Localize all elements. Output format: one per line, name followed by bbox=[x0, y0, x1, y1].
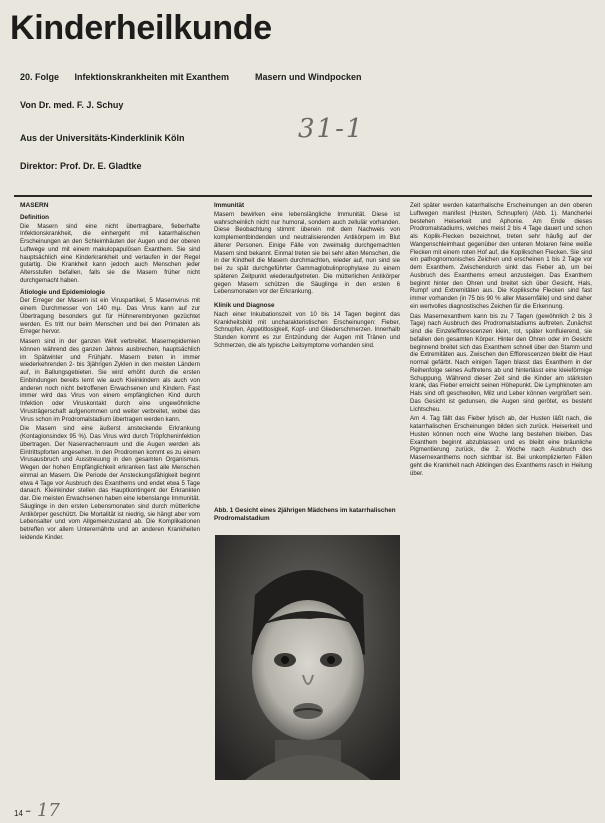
header-divider bbox=[14, 195, 592, 197]
paragraph-aetiologie-1: Der Erreger der Masern ist ein Viruspartikel, 5 Masernvirus mit einem Durchmesser von 140 mμ. Das Virus kann auf zur Übertragung besonders gut für Hühnerembryonen gezüchtet werden. Es tritt nur beim Menschen und bei den Primaten als Erreger hervor. bbox=[20, 297, 200, 336]
article-title: Kinderheilkunde bbox=[10, 9, 272, 47]
page-footer bbox=[14, 800, 60, 821]
paragraph-immunitaet: Masern bewirken eine lebenslängliche Immunität. Diese ist wahrscheinlich nicht nur humoral, sondern auch zellulär vorhanden. Diese Beobachtung stimmt überein mit dem Nachweis von komplementbindenden und neutralisierenden Antikörpern im Blut älterer Personen. Einige Fälle von zweimalig durchgemachten Masern sind bekannt. Einmal treten sie bei sehr alten Menschen, die in der Kindheit die Masern durchmachten, wieder auf, nun sind sie bei zu spät durchgeführter Gammaglobulinprophylaxe zu einem späteren Zeitpunkt wiederaufgetreten. Die mütterlichen Antikörper gegen Masern schützen die Säuglinge in den ersten 6 Lebensmonaten vor der Erkrankung. bbox=[214, 210, 400, 296]
subheading-definition: Definition bbox=[20, 213, 50, 221]
section-heading-masern: MASERN bbox=[20, 202, 49, 209]
series-line bbox=[20, 72, 361, 82]
author-line: Von Dr. med. F. J. Schuy bbox=[20, 100, 124, 110]
figure-caption: Abb. 1 Gesicht eines 2jährigen Mädchens im katarrhalischen Prodromalstadium bbox=[214, 507, 396, 522]
subheading-immunitaet: Immunität bbox=[214, 202, 245, 209]
column-1 bbox=[20, 202, 200, 782]
handwritten-page-number: - 17 bbox=[25, 800, 60, 821]
paragraph-verlauf: Am 4. Tag fällt das Fieber lytisch ab, der Husten läßt nach, die katarrhalischen Erscheinungen bilden sich zurück. Heiserkeit und Husten können noch eine Woche lang bestehen bleiben. Das Exanthem beginnt abzublassen und es bleibt eine bräunliche Pigmentierung zurück, die 2. Woche nach Ausbruch des Masernexanthems noch sichtbar ist. Bei unkomplizierten Fällen geht die Krankheit nach Abklingen des Exanthems rasch in Heilung über. bbox=[410, 415, 592, 477]
series-subtopic: Masern und Windpocken bbox=[255, 72, 362, 82]
photo-illustration bbox=[215, 535, 400, 780]
column-2 bbox=[214, 202, 400, 502]
handwritten-archive-number: 31-1 bbox=[298, 114, 365, 144]
series-topic: Infektionskrankheiten mit Exanthem bbox=[74, 72, 230, 82]
paragraph-prodromal: Zeit später werden katarrhalische Erscheinungen an den oberen Luftwegen manifest (Husten, Schnupfen) (Abb. 1). Mancherlei bestehen Heiserkeit und Aphonie. Am Ende dieses Prodromalstadiums, welches meist 2 bis 4 Tage dauert und schon als Koplik-Flecken bezeichnet, treten sehr häufig auf der Wangenschleimhaut gegenüber den unteren Molaren feine weiße Flecken mit einem roten Hof auf, die Koplikschen Flecken. Sie sind ein pathognomonisches Zeichen und erscheinen 1 bis 2 Tage vor dem Exanthem. Zwischendurch sinkt das Fieber ab, um bei Ausbruch des Exanthems erneut anzusteigen. Das Exanthem beginnt hinter den Ohren und breitet sich über Gesicht, Hals, Rumpf und Extremitäten aus. Die Kopliksche Flecken sind fast immer vorhanden (in 75 bis 90 % aller Masernfälle) und sind daher ein wertvolles diagnostisches Zeichen für die Erkennung. bbox=[410, 202, 592, 310]
paragraph-aetiologie-3: Die Masern sind eine äußerst ansteckende Erkrankung (Kontagionsindex 95 %). Das Virus wird durch Tröpfcheninfektion übertragen. Der Nasenrachenraum und die Augen werden als Eintrittspforten angesehen. In den Prodromen kommt es zu einem Virusausbruch und Ausstreuung in den gesamten Organismus. Wegen der hohen Empfänglichkeit erkranken fast alle Menschen einmal an Masern. Die Periode der Ansteckungsfähigkeit beginnt etwa 4 Tage vor Ausbruch des Exanthems und endet etwa 5 Tage danach. Kleinkinder stellen das Hauptkontingent der Erkrankten dar. Die meisten Erwachsenen haben eine lebenslange Immunität. Säuglinge in den ersten Lebensmonaten sind durch mütterliche Antikörper geschützt. Die Mortalität ist niedrig, sie hängt aber vom Lebensalter und vom Allgemeinzustand ab. Die Komplikationen betreffen vor allem Unterernährte und an anderen Krankheiten leidende Kinder. bbox=[20, 425, 200, 541]
paragraph-aetiologie-2: Masern sind in der ganzen Welt verbreitet. Masernepidemien können während des ganzen Jahres ausbrechen, hauptsächlich im Spätwinter und Frühjahr. Masern treten in immer wiederkehrenden 2- bis 3jährigen Zyklen in den meisten Ländern auf, in Ballungsgebieten. Sie wird erhöht durch die ersten Einbindungen bereits lernt wie auch Kleinkindern als auch von anderen noch nicht betroffenen Erwachsenen und Kindern. Fast immer wird das Virus von einem empfänglichen Kind durch Infektion oder Viruskontakt durch eine ungewöhnliche Virusträgerschaft aufgenommen und weiter verbreitet, wobei das Virus schon im Prodromalstadium übertragen werden kann. bbox=[20, 338, 200, 423]
subheading-aetiologie: Ätiologie und Epidemiologie bbox=[20, 288, 106, 296]
page-number: 14 bbox=[14, 809, 23, 818]
series-number: 20. Folge bbox=[20, 72, 60, 82]
director-line: Direktor: Prof. Dr. E. Gladtke bbox=[20, 161, 142, 171]
paragraph-exanthem: Das Masernexanthem kann bis zu 7 Tagen (gewöhnlich 2 bis 3 Tage) nach Ausbruch des Prodromalstadiums auftreten. Zunächst sind die Einzelefflorescenzen klein, rot, später konfluierend, sie befallen den gesamten Körper. Hinter den Ohren oder im Gesicht beginnend breitet sich das Exanthem schnell über den Stamm und die Extremitäten aus. Zwischen den Efflorescenzen bleibt die Haut normal gefärbt. Nach einigen Tagen blasst das Exanthem in der Reihenfolge seines Auftretens ab und hinterlässt eine kleieförmige Schuppung. Während dieser Zeit sind die Kinder am stärksten krank, das Fieber erreicht seinen Höhepunkt. Die Lymphknoten am Hals sind oft geschwollen, Milz und Leber können vergrößert sein. Das Gesicht ist gedunsen, die Augen sind gerötet, es besteht Lichtscheu. bbox=[410, 312, 592, 413]
paragraph-klinik: Nach einer Inkubationszeit von 10 bis 14 Tagen beginnt das Krankheitsbild mit uncharakteristischen Erscheinungen: Fieber, Schnupfen, Appetitlosigkeit, Kopf- und Gliederschmerzen. Innerhalb Stunden kommt es zur Entzündung der Augen mit Tränen und Schmerzen, die als typische Leitsymptome vorhanden sind. bbox=[214, 310, 400, 349]
affiliation-line: Aus der Universitäts-Kinderklinik Köln bbox=[20, 133, 185, 143]
subheading-klinik: Klinik und Diagnose bbox=[214, 302, 275, 309]
column-3 bbox=[410, 202, 592, 797]
child-face-photo bbox=[215, 535, 400, 780]
paragraph-definition: Die Masern sind eine nicht übertragbare, fieberhafte Infektionskrankheit, die einhergeht mit katarrhalischen Erscheinungen an den Schleimhäuten der Augen und der oberen Luftwege und mit einem makulopapulösen Exanthem. Sie sind hauptsächlich eine Kinderkrankheit und verlaufen in der Regel gutartig. Die Krankheit kann jedoch auch Menschen jeder Altersstufen befallen, falls sie die Masern früher nicht durchgemacht haben. bbox=[20, 222, 200, 284]
